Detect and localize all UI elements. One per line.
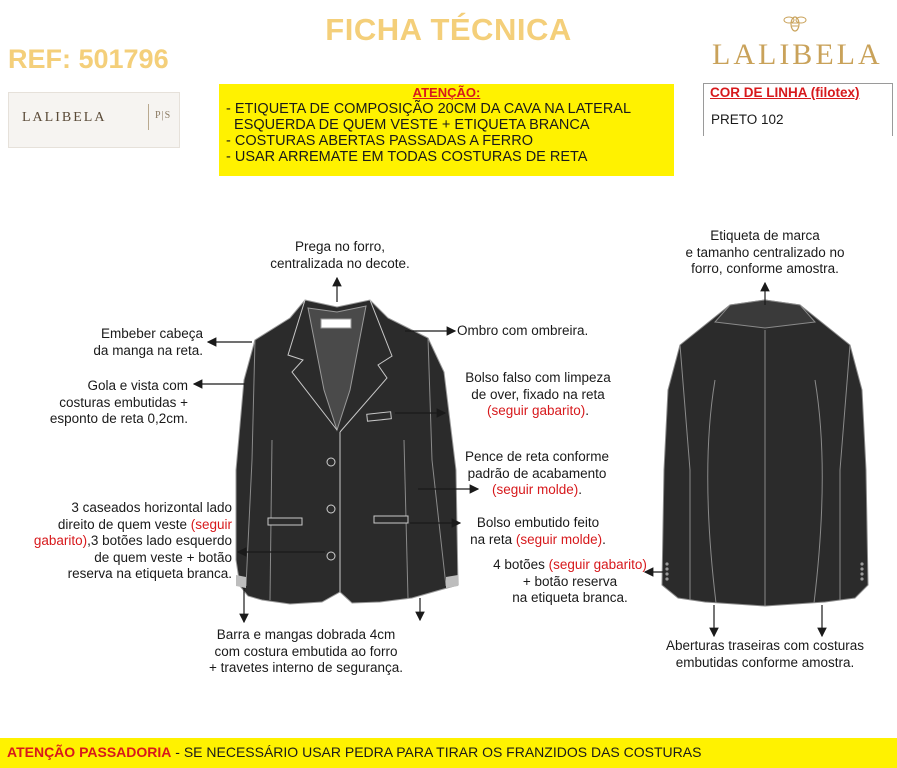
annotation-botoes: 4 botões (seguir gabarito) + botão reserva na etiqueta branca.: [493, 557, 647, 605]
annotation-bolso-falso: Bolso falso com limpeza de over, fixado na reta (seguir gabarito).: [465, 370, 611, 418]
thread-color-label: COR DE LINHA (filotex): [710, 85, 860, 100]
label-suffix: P|S: [155, 110, 172, 121]
reference-code: REF: 501796: [8, 44, 169, 74]
back-blazer-drawing: [662, 300, 868, 606]
annotation-pence: Pence de reta conforme padrão de acabamento (seguir molde).: [464, 449, 610, 497]
attention-line: ESQUERDA DE QUEM VESTE + ETIQUETA BRANCA: [226, 117, 590, 133]
footer-note: ATENÇÃO PASSADORIA - SE NECESSÁRIO USAR PEDRA PARA TIRAR OS FRANZIDOS DAS COSTURAS: [7, 744, 702, 760]
front-blazer-drawing: [236, 300, 458, 604]
attention-line: - USAR ARREMATE EM TODAS COSTURAS DE RETA: [226, 149, 588, 165]
annotation-caseados: 3 caseados horizontal lado direito de quem veste (seguir gabarito),3 botões lado esquerdo de quem veste + botão reserva na etiqueta branca.: [33, 500, 232, 581]
annotation-prega: Prega no forro, centralizada no decote.: [270, 239, 410, 271]
page-title: FICHA TÉCNICA: [325, 12, 572, 47]
annotation-bolso-embutido: Bolso embutido feito na reta (seguir molde).: [470, 515, 606, 547]
attention-line: - COSTURAS ABERTAS PASSADAS A FERRO: [226, 133, 533, 149]
annotation-barra: Barra e mangas dobrada 4cm com costura embutida ao forro + travetes interno de segurança.: [209, 627, 403, 675]
annotation-etiqueta-marca: Etiqueta de marca e tamanho centralizado no forro, conforme amostra.: [685, 228, 845, 276]
thread-color-value: PRETO 102: [711, 112, 784, 127]
attention-line: - ETIQUETA DE COMPOSIÇÃO 20CM DA CAVA NA LATERAL: [226, 101, 632, 117]
annotation-aberturas: Aberturas traseiras com costuras embutidas conforme amostra.: [665, 638, 865, 670]
attention-title: ATENÇÃO:: [412, 85, 481, 100]
annotation-ombro: Ombro com ombreira.: [457, 323, 589, 338]
brand-logo: LALIBELA: [712, 38, 883, 71]
label-brand-text: LALIBELA: [22, 110, 107, 125]
annotation-gola: Gola e vista com costuras embutidas + esponto de reta 0,2cm.: [49, 378, 188, 426]
annotation-embeber: Embeber cabeça da manga na reta.: [93, 326, 203, 358]
